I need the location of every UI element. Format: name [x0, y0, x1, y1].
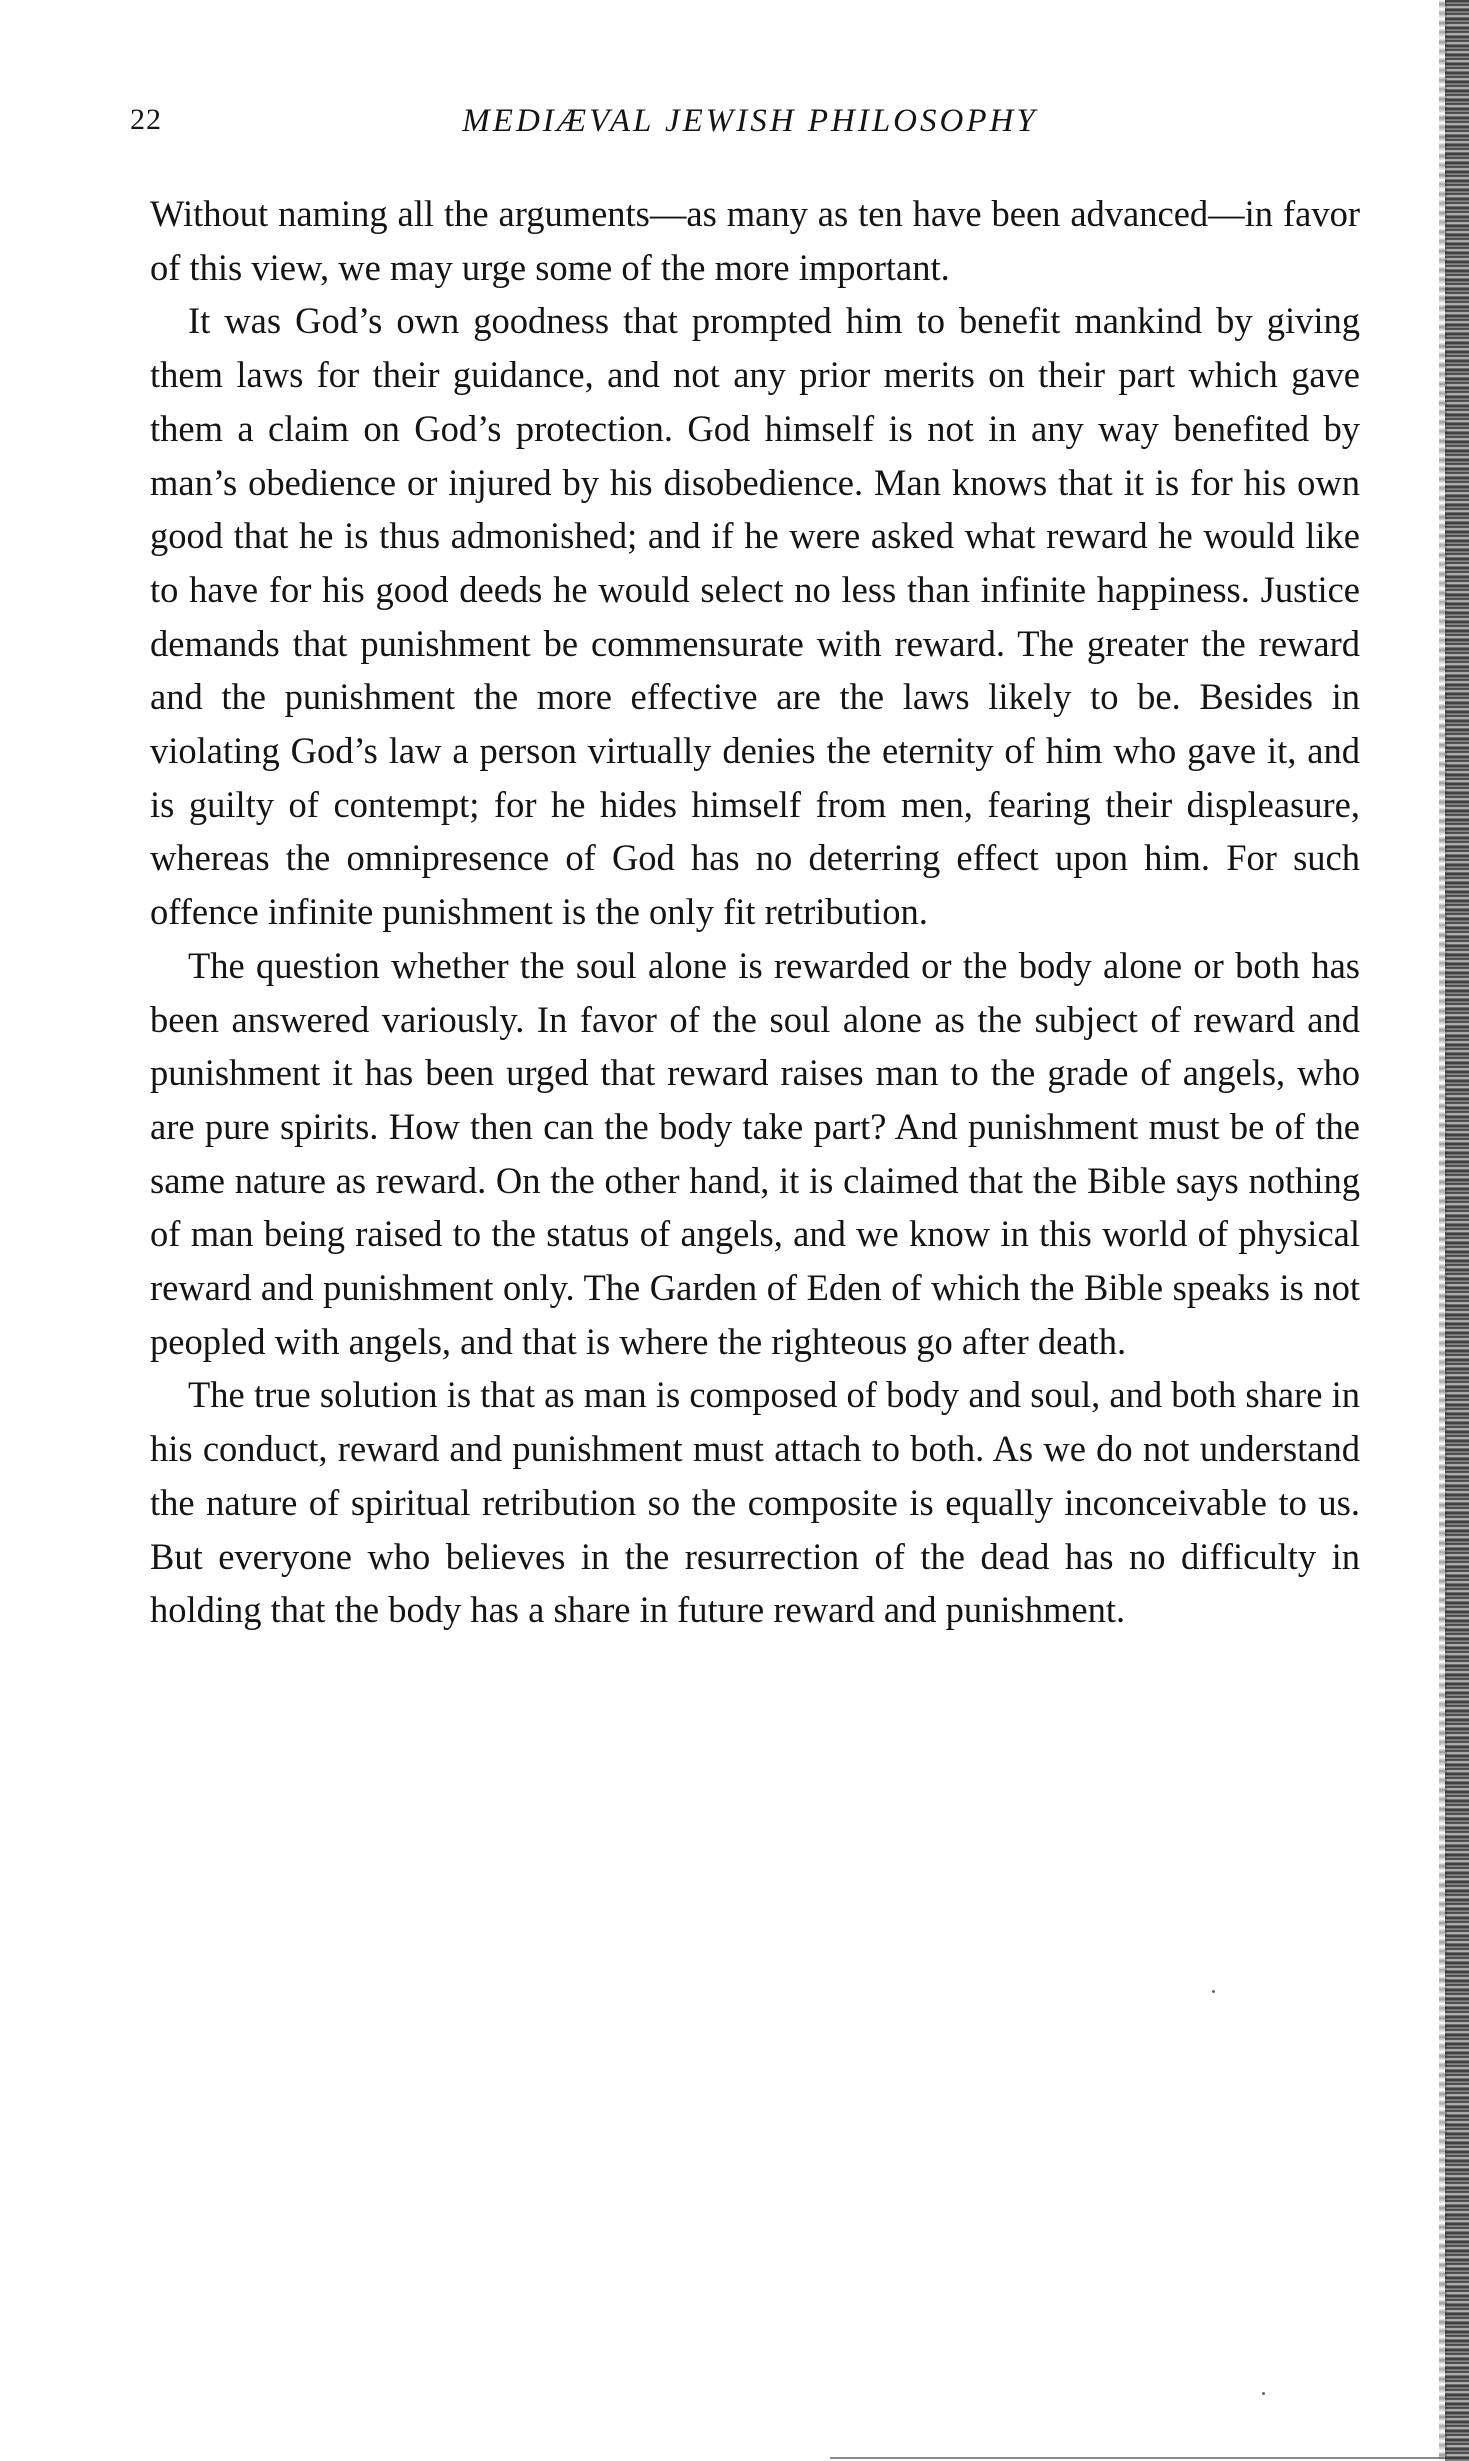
- scan-speck: [1262, 2392, 1265, 2395]
- page-number: 22: [130, 103, 162, 136]
- paragraph-gods-goodness: It was God’s own goodness that prompted him to benefit mankind by giving them laws for their guidance, and not any prior merits on their part which gave them a claim on God’s protection. God himself is not in any way benefited by man’s obedience or injured by his disobedience. Man knows that it is for his own good that he is thus admonished; and if he were asked what reward he would like to have for his good deeds he would select no less than infinite happiness. Justice demands that punishment be commensurate with reward. The greater the reward and the punishment the more effective are the laws likely to be. Besides in violating God’s law a person virtually denies the eternity of him who gave it, and is guilty of contempt; for he hides himself from men, fearing their displeasure, whereas the omnipresence of God has no deterring effect upon him. For such offence infinite punishment is the only fit retribution.: [150, 300, 1360, 933]
- running-head: [130, 103, 1370, 153]
- paragraph-true-solution: The true solution is that as man is composed of body and soul, and both share in his conduct, reward and punishment must attach to both. As we do not understand the nature of spiritual retribution so the composite is equally inconceivable to us. But everyone who believes in the resurrection of the dead has no difficulty in holding that the body has a share in future reward and punishment.: [150, 1374, 1360, 1631]
- body-text: [150, 187, 1360, 1637]
- paragraph-soul-or-body: The question whether the soul alone is rewarded or the body alone or both has been answered variously. In favor of the soul alone as the subject of reward and punishment it has been urged that reward raises man to the grade of angels, who are pure spirits. How then can the body take part? And punishment must be of the same nature as reward. On the other hand, it is claimed that the Bible says nothing of man being raised to the status of angels, and we know in this world of physical reward and punishment only. The Garden of Eden of which the Bible speaks is not peopled with angels, and that is where the righteous go after death.: [150, 944, 1360, 1362]
- scan-speck: [1212, 1990, 1215, 1993]
- paragraph-arguments-intro: Without naming all the arguments—as many as ten have been advanced—in favor of this view, we may urge some of the more important.: [150, 193, 1360, 288]
- scanned-page-edge: [1445, 0, 1469, 2461]
- book-title: MEDIÆVAL JEWISH PHILOSOPHY: [462, 103, 1038, 139]
- scan-bottom-line: [830, 2457, 1445, 2459]
